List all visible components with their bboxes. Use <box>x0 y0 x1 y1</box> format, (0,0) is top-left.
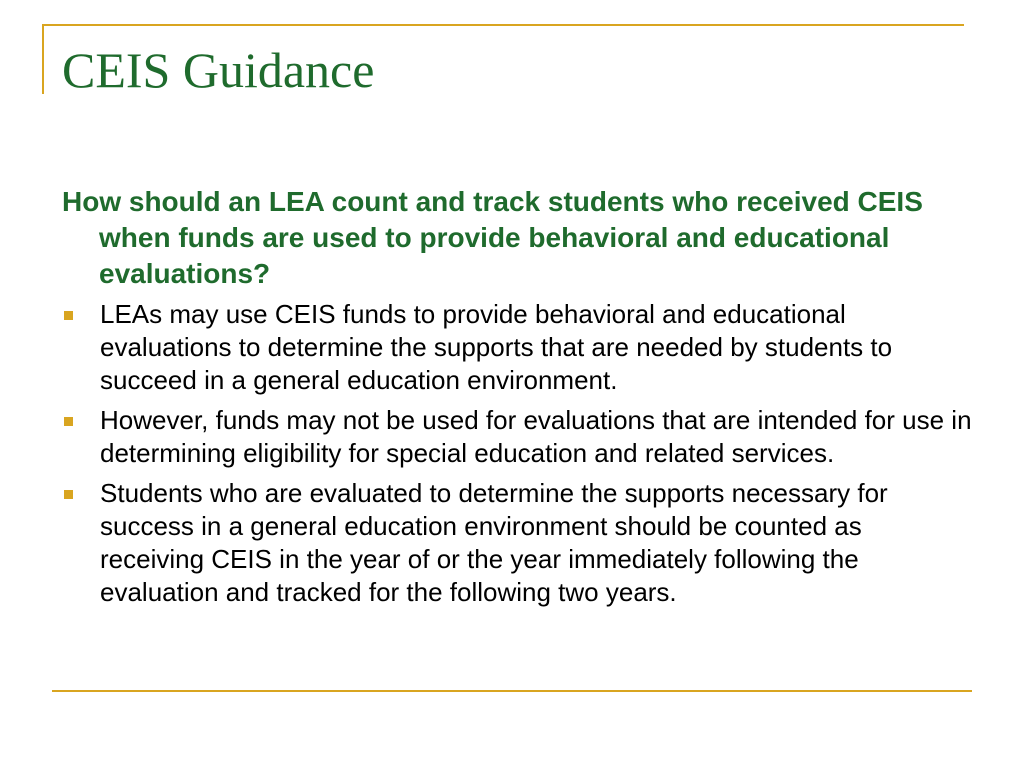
bullet-text: However, funds may not be used for evaluations that are intended for use in determining eligibility for special education and related services. <box>100 405 972 468</box>
bullet-text: Students who are evaluated to determine the supports necessary for success in a general education environment should be counted as receiving CEIS in the year of or the year immediately following the evaluation and tracked for the following two years. <box>100 478 888 607</box>
slide-title: CEIS Guidance <box>62 42 375 98</box>
square-bullet-icon <box>64 417 73 426</box>
bullet-item <box>62 477 972 609</box>
left-border-line <box>42 24 44 94</box>
bullet-text: LEAs may use CEIS funds to provide behavioral and educational evaluations to determine the supports that are needed by students to succeed in a general education environment. <box>100 299 893 395</box>
square-bullet-icon <box>64 311 73 320</box>
bullet-item <box>62 298 972 397</box>
bullet-list <box>62 298 972 609</box>
bottom-border-line <box>52 690 972 692</box>
guidance-question: How should an LEA count and track students who received CEIS when funds are used to provide behavioral and educational evaluations? <box>62 186 923 289</box>
square-bullet-icon <box>64 490 73 499</box>
slide-content <box>62 184 972 616</box>
bullet-item <box>62 404 972 470</box>
top-border-line <box>42 24 964 26</box>
